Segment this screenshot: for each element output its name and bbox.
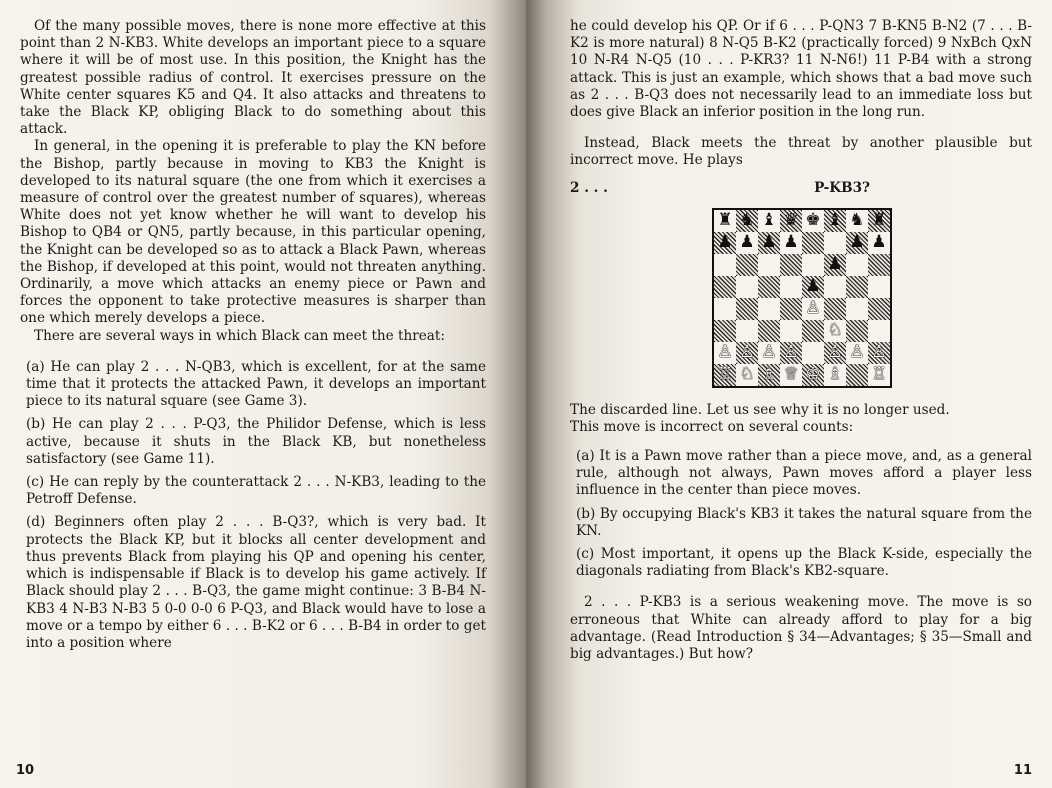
black-piece-icon: ♝ [827, 210, 843, 231]
white-piece-icon: ♔ [805, 364, 821, 385]
black-piece-icon: ♟ [871, 232, 887, 253]
board-square [868, 320, 890, 342]
move-text: P-KB3? [814, 179, 870, 196]
white-piece-icon: ♕ [783, 364, 799, 385]
board-square [758, 276, 780, 298]
page-number: 11 [1013, 763, 1032, 778]
paragraph: There are several ways in which Black can meet the threat: [34, 327, 445, 344]
board-square [714, 232, 736, 254]
board-square [758, 320, 780, 342]
white-piece-icon: ♙ [739, 342, 755, 363]
board-square [736, 254, 758, 276]
board-square [714, 298, 736, 320]
board-square [824, 232, 846, 254]
paragraph: Of the many possible moves, there is none more effective at this point than 2 N-KB3. White develops an important piece to a square where it will be of most use. In this position, the Knight has the greatest possible radius of control. It exercises pressure on the White center squares K5 and Q4. It also attacks and threatens to take the Black KP, obliging Black to do something about this attack. [20, 18, 486, 138]
board-square [868, 232, 890, 254]
board-square [824, 320, 846, 342]
white-piece-icon: ♗ [761, 364, 777, 385]
board-square [802, 298, 824, 320]
board-square [780, 320, 802, 342]
board-square [802, 254, 824, 276]
white-piece-icon: ♙ [849, 342, 865, 363]
board-square [780, 298, 802, 320]
board-square [824, 276, 846, 298]
white-piece-icon: ♖ [871, 364, 887, 385]
black-piece-icon: ♟ [717, 232, 733, 253]
black-piece-icon: ♞ [849, 210, 865, 231]
board-square [824, 364, 846, 386]
discarded-line: The discarded line. Let us see why it is no longer used. [570, 401, 950, 418]
board-square [780, 276, 802, 298]
white-piece-icon: ♙ [871, 342, 887, 363]
board-square [824, 342, 846, 364]
reason-a: (a) It is a Pawn move rather than a piece move, and, as a general rule, although not always, Pawn moves afford a player less influence in the center than piece moves. [576, 448, 1032, 499]
white-piece-icon: ♘ [739, 364, 755, 385]
board-square [780, 232, 802, 254]
board-square [758, 232, 780, 254]
board-square [736, 210, 758, 232]
page-number: 10 [16, 763, 35, 778]
board-square [846, 342, 868, 364]
option-d: (d) Beginners often play 2 . . . B-Q3?, which is very bad. It protects the Black KP, but it blocks all center development and thus prevents Black from playing his QP and opening his center, which is indispensable if Black is to develop his game actively. If Black should play 2 . . . B-Q3, the game might continue: 3 B-B4 N-KB3 4 N-B3 N-B3 5 0-0 0-0 6 P-Q3, and Black would have to lose a move or a tempo by either 6 . . . B-K2 or 6 . . . B-B4 in order to get into a position where [26, 514, 486, 651]
right-page [526, 0, 1052, 788]
board-square [736, 320, 758, 342]
board-square [780, 364, 802, 386]
white-piece-icon: ♗ [827, 364, 843, 385]
board-square [758, 298, 780, 320]
board-square [758, 342, 780, 364]
board-square [824, 254, 846, 276]
board-square [736, 276, 758, 298]
black-piece-icon: ♛ [783, 210, 799, 231]
board-square [868, 364, 890, 386]
board-square [868, 298, 890, 320]
discarded-line: This move is incorrect on several counts: [570, 418, 854, 435]
board-square [780, 210, 802, 232]
paragraph: In general, in the opening it is preferable to play the KN before the Bishop, partly because in moving to KB3 the Knight is developed to its natural square (the one from which it exercises a measure of control over the greatest number of squares), whereas White does not yet know whether he will want to develop his Bishop to QB4 or QN5, partly because, in this particular opening, the Knight can be developed so as to attack a Black Pawn, whereas the Bishop, if developed at this point, would not threaten anything. Ordinarily, a move which attacks an enemy piece or Pawn and forces the opponent to take protective measures is sharper than one which merely develops a piece. [20, 138, 486, 327]
board-square [736, 232, 758, 254]
black-piece-icon: ♜ [717, 210, 733, 231]
board-square [780, 254, 802, 276]
board-square [846, 320, 868, 342]
black-piece-icon: ♟ [761, 232, 777, 253]
board-square [736, 364, 758, 386]
white-piece-icon: ♙ [761, 342, 777, 363]
option-b: (b) He can play 2 . . . P-Q3, the Philidor Defense, which is less active, because it shuts in the Black KB, but nonetheless satisfactory (see Game 11). [26, 416, 486, 467]
option-a: (a) He can play 2 . . . N-QB3, which is excellent, for at the same time that it protects the attacked Pawn, it develops an important piece to its natural square (see Game 3). [26, 358, 486, 410]
board-square [868, 254, 890, 276]
black-piece-icon: ♟ [849, 232, 865, 253]
board-square [736, 342, 758, 364]
white-piece-icon: ♘ [827, 320, 843, 341]
board-square [802, 342, 824, 364]
board-square [824, 298, 846, 320]
black-piece-icon: ♟ [783, 232, 799, 253]
black-piece-icon: ♜ [871, 210, 887, 231]
board-square [714, 254, 736, 276]
board-square [868, 210, 890, 232]
board-square [846, 254, 868, 276]
option-c: (c) He can reply by the counterattack 2 . . . N-KB3, leading to the Petroff Defense. [26, 474, 486, 508]
board-square [758, 254, 780, 276]
board-square [846, 364, 868, 386]
board-square [780, 342, 802, 364]
board-square [714, 320, 736, 342]
white-piece-icon: ♙ [717, 342, 733, 363]
board-square [802, 320, 824, 342]
board-square [714, 342, 736, 364]
board-square [846, 298, 868, 320]
black-piece-icon: ♟ [827, 254, 843, 275]
board-square [758, 364, 780, 386]
black-piece-icon: ♝ [761, 210, 777, 231]
chess-board [714, 210, 890, 386]
reason-b: (b) By occupying Black's KB3 it takes the natural square from the KN. [576, 505, 1032, 539]
black-piece-icon: ♟ [805, 276, 821, 297]
board-square [802, 210, 824, 232]
white-piece-icon: ♙ [783, 342, 799, 363]
move-line [570, 180, 870, 196]
board-square [824, 210, 846, 232]
board-square [802, 232, 824, 254]
paragraph: Instead, Black meets the threat by another plausible but incorrect move. He plays [570, 135, 1032, 169]
reason-c: (c) Most important, it opens up the Black K-side, especially the diagonals radiating from Black's KB2-square. [576, 546, 1032, 580]
board-square [868, 276, 890, 298]
paragraph: he could develop his QP. Or if 6 . . . P-QN3 7 B-KN5 B-N2 (7 . . . B-K2 is more natural) 8 N-Q5 B-K2 (practically forced) 9 NxBch QxN 10 N-R4 N-Q5 (10 . . . P-KR3? 11 N-N6!) 11 P-B4 with a strong attack. This is just an example, which shows that a bad move such as 2 . . . B-Q3 does not necessarily lead to an immediate loss but does give Black an inferior position in the long run. [570, 18, 1032, 121]
board-square [846, 276, 868, 298]
board-square [736, 298, 758, 320]
chess-diagram [712, 208, 892, 388]
board-square [714, 364, 736, 386]
move-number: 2 . . . [570, 179, 608, 196]
white-piece-icon: ♖ [717, 364, 733, 385]
paragraph: 2 . . . P-KB3 is a serious weakening move. The move is so erroneous that White can already afford to play for a big advantage. (Read Introduction § 34—Advantages; § 35—Small and big advantages.) But how? [570, 594, 1032, 663]
board-square [846, 210, 868, 232]
white-piece-icon: ♙ [827, 342, 843, 363]
black-piece-icon: ♚ [805, 210, 821, 231]
board-square [846, 232, 868, 254]
black-piece-icon: ♞ [739, 210, 755, 231]
white-piece-icon: ♙ [805, 298, 821, 319]
board-square [802, 364, 824, 386]
board-square [802, 276, 824, 298]
board-square [758, 210, 780, 232]
black-piece-icon: ♟ [739, 232, 755, 253]
board-square [714, 210, 736, 232]
board-square [868, 342, 890, 364]
board-square [714, 276, 736, 298]
